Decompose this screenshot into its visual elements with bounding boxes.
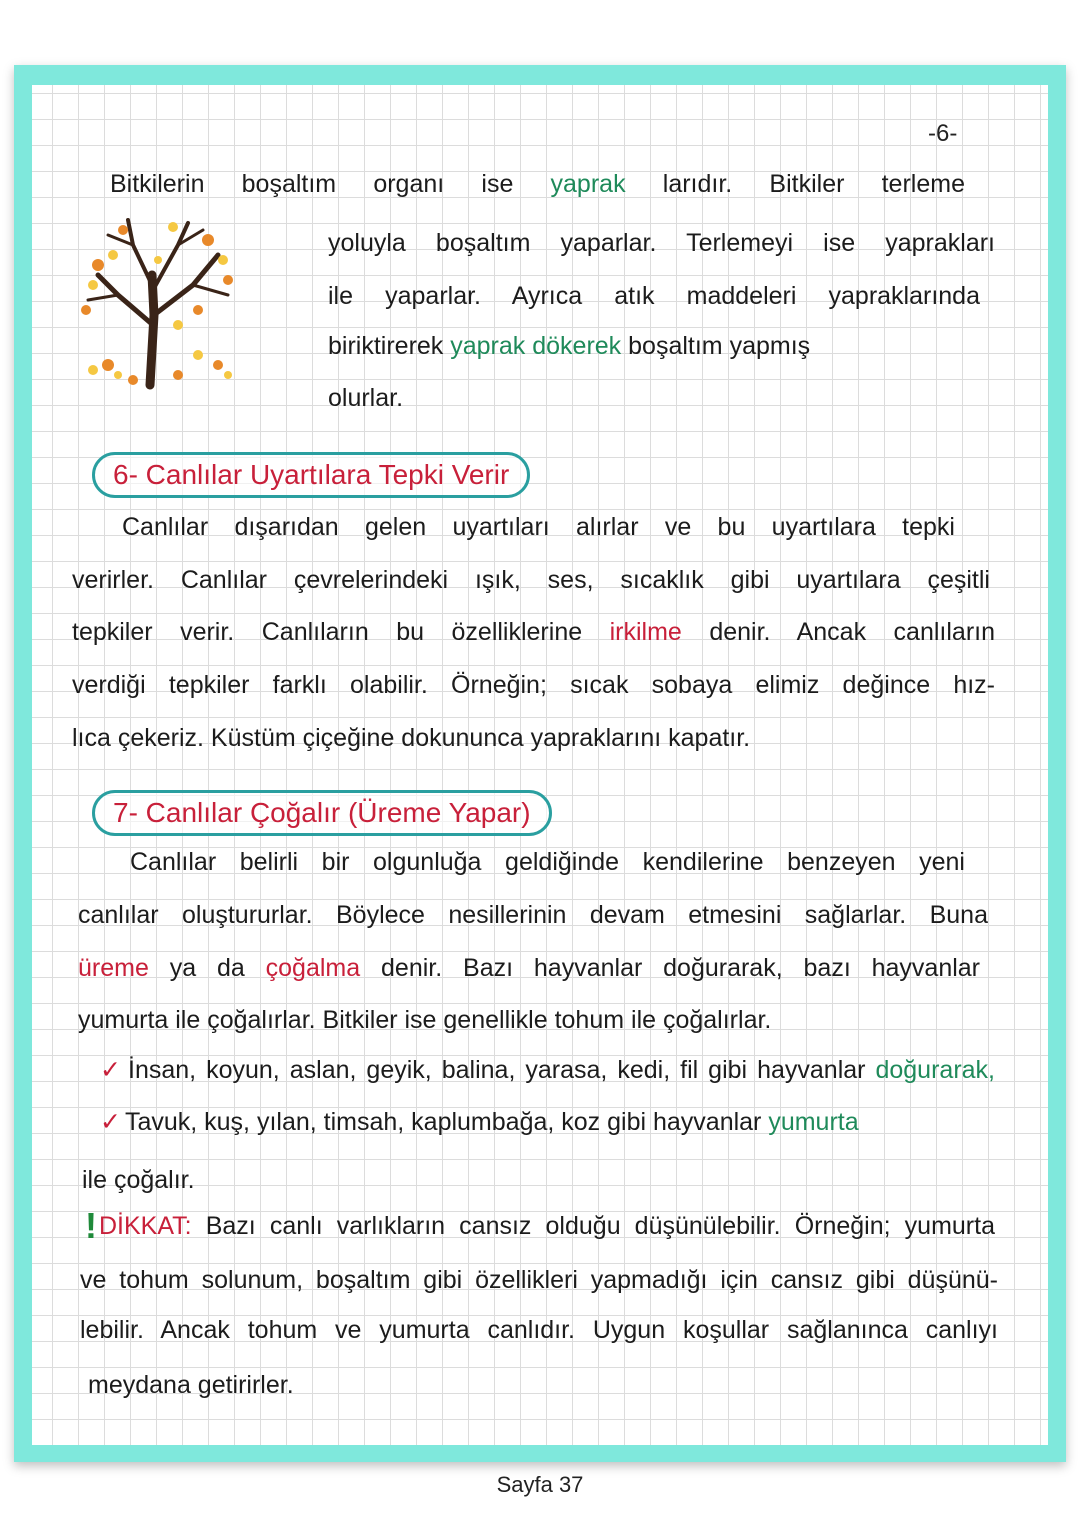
text-line (88, 1369, 294, 1401)
text-segment: ya da (169, 954, 266, 982)
text-segment: meydana getirirler. (88, 1371, 294, 1399)
highlighted-term: üreme (78, 954, 149, 982)
text-line (72, 722, 750, 754)
text-line (78, 899, 988, 931)
text-segment: denir. Ancak canlıların (709, 618, 995, 646)
text-line (80, 1264, 998, 1296)
exclamation-icon: ! (85, 1210, 97, 1242)
text-segment: Canlılar dışarıdan gelen uyartıları alırlar ve bu uyartılara tepki (122, 513, 955, 541)
section-heading-6: 6- Canlılar Uyartılara Tepki Verir (92, 452, 530, 498)
text-line (328, 280, 980, 312)
page-number: -6- (928, 120, 958, 147)
text-segment: larıdır. Bitkiler terleme (662, 170, 965, 198)
text-line (328, 382, 403, 414)
text-segment: Bazı canlı varlıkların cansız olduğu düşünülebilir. Örneğin; yumurta (205, 1212, 995, 1240)
text-segment: olurlar. (328, 384, 404, 412)
highlighted-term: yaprak (550, 170, 626, 198)
text-line (100, 1106, 859, 1138)
text-segment: ile çoğalır. (82, 1166, 195, 1194)
text-line (122, 511, 955, 543)
text-segment: boşaltım yapmış (628, 332, 811, 360)
highlighted-term: çoğalma (265, 954, 361, 982)
text-line (130, 846, 965, 878)
text-line (328, 227, 995, 259)
text-segment: denir. Bazı hayvanlar doğurarak, bazı hayvanlar (381, 954, 980, 982)
text-line (82, 1164, 195, 1196)
highlighted-term: yumurta (768, 1108, 859, 1136)
highlighted-term: doğurarak, (875, 1056, 995, 1084)
text-line (78, 952, 980, 984)
text-segment: yumurta ile çoğalırlar. Bitkiler ise genellikle tohum ile çoğalırlar. (78, 1006, 772, 1034)
text-segment: verirler. Canlılar çevrelerindeki ışık, ses, sıcaklık gibi uyartılara çeşitli (72, 566, 990, 594)
text-segment: lıca çekeriz. Küstüm çiçeğine dokununca yapraklarını kapatır. (72, 724, 751, 752)
text-line (72, 616, 995, 648)
text-line (72, 669, 995, 701)
text-line (85, 1210, 995, 1242)
text-line (110, 168, 965, 200)
section-heading-7: 7- Canlılar Çoğalır (Üreme Yapar) (92, 790, 552, 836)
checkmark-icon: ✓ (100, 1108, 121, 1136)
text-line (100, 1054, 995, 1086)
text-segment: lebilir. Ancak tohum ve yumurta canlıdır. Uygun koşullar sağlanınca canlıyı (80, 1316, 998, 1344)
text-segment: Canlılar belirli bir olgunluğa geldiğinde kendilerine benzeyen yeni (130, 848, 965, 876)
text-segment: biriktirerek (328, 332, 451, 360)
text-segment: ve tohum solunum, boşaltım gibi özellikleri yapmadığı için cansız gibi düşünü- (80, 1266, 998, 1294)
text-line (328, 330, 810, 362)
text-segment: İnsan, koyun, aslan, geyik, balina, yarasa, kedi, fil gibi hayvanlar (128, 1056, 876, 1084)
page-footer: Sayfa 37 (496, 1472, 584, 1497)
text-segment: tepkiler verir. Canlıların bu özelliklerine (72, 618, 610, 646)
text-segment: verdiği tepkiler farklı olabilir. Örneğin; sıcak sobaya elimiz değince hız- (72, 671, 995, 699)
text-segment: canlılar oluştururlar. Böylece nesillerinin devam etmesini sağlarlar. Buna (78, 901, 988, 929)
text-line (80, 1314, 998, 1346)
checkmark-icon: ✓ (100, 1056, 124, 1084)
text-segment: yoluyla boşaltım yaparlar. Terlemeyi ise yaprakları (328, 229, 995, 257)
highlighted-term: yaprak dökerek (450, 332, 622, 360)
text-segment: ile yaparlar. Ayrıca atık maddeleri yapraklarında (328, 282, 980, 310)
text-segment: Bitkilerin boşaltım organı ise (110, 170, 551, 198)
highlighted-term: irkilme (609, 618, 682, 646)
text-line (78, 1004, 771, 1036)
text-line (72, 564, 990, 596)
highlighted-term: DİKKAT: (99, 1212, 192, 1240)
text-segment: Tavuk, kuş, yılan, timsah, kaplumbağa, koz gibi hayvanlar (124, 1108, 769, 1136)
autumn-tree-illustration (78, 215, 243, 390)
